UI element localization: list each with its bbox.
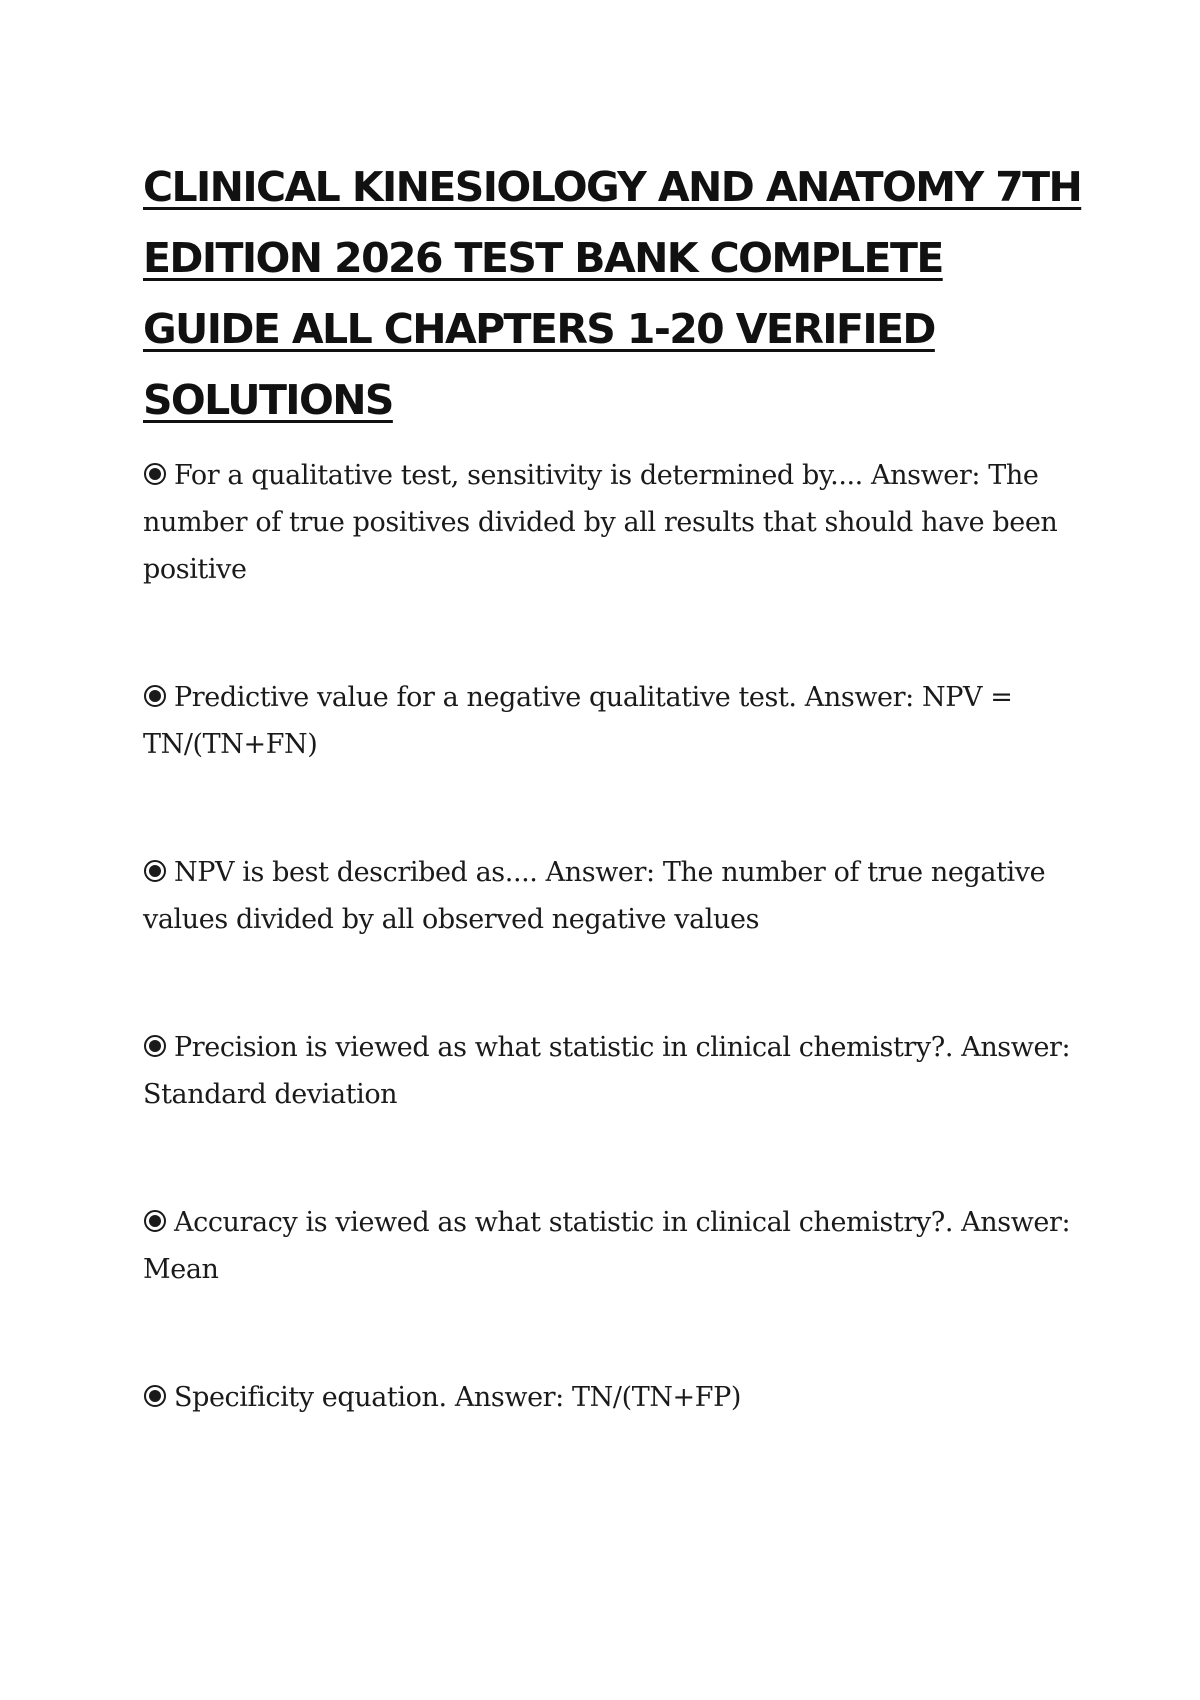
qa-item-text: For a qualitative test, sensitivity is determined by.... Answer: The number of true positives divided by all results that should have been positive [143,460,1058,585]
document-title: CLINICAL KINESIOLOGY AND ANATOMY 7TH EDITION 2026 TEST BANK COMPLETE GUIDE ALL CHAPTERS 1-20 VERIFIED SOLUTIONS [143,163,1082,424]
qa-item [143,1199,1083,1293]
qa-item [143,674,1083,768]
radio-bullet-icon [143,1384,167,1408]
qa-item-text: Specificity equation. Answer: TN/(TN+FP) [174,1382,742,1413]
qa-item [143,849,1083,943]
qa-item [143,1374,1083,1421]
radio-bullet-icon [143,859,167,883]
qa-item-text: NPV is best described as.... Answer: The number of true negative values divided by all observed negative values [143,857,1046,935]
radio-bullet-icon [143,1209,167,1233]
qa-item [143,1024,1083,1118]
qa-item-text: Precision is viewed as what statistic in clinical chemistry?. Answer: Standard deviation [143,1032,1071,1110]
radio-bullet-icon [143,684,167,708]
radio-bullet-icon [143,1034,167,1058]
qa-item [143,452,1083,593]
radio-bullet-icon [143,462,167,486]
qa-item-text: Accuracy is viewed as what statistic in clinical chemistry?. Answer: Mean [143,1207,1071,1285]
qa-item-text: Predictive value for a negative qualitative test. Answer: NPV = TN/(TN+FN) [143,682,1013,760]
